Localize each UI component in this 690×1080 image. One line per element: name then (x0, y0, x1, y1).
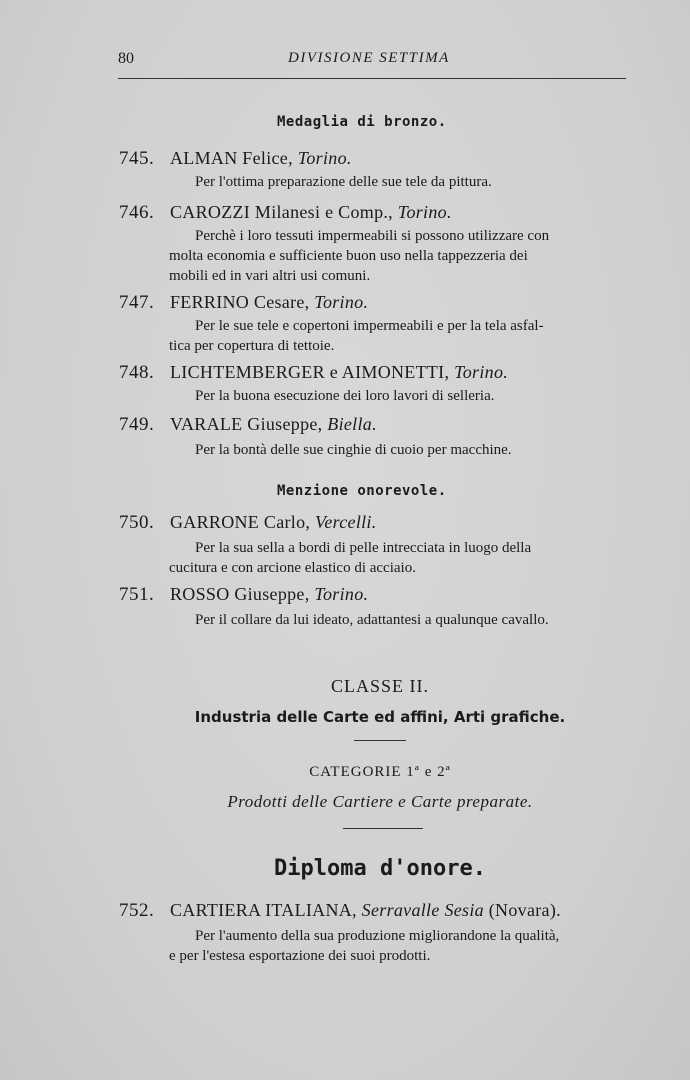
entry-description: Perchè i loro tessuti impermeabili si possono utilizzare con molta economia e sufficiente buon uso nella tappezzeria dei mobili ed in vari altri usi comuni. (169, 228, 550, 284)
class-title: CLASSE II. (330, 676, 429, 696)
entry-name: FERRINO Cesare, Torino. (170, 292, 369, 312)
header-rule (118, 78, 626, 79)
entry-number: 746. (119, 202, 155, 223)
entry-name: GARRONE Carlo, Vercelli. (170, 512, 377, 532)
entry-description: Per le sue tele e copertoni impermeabili e per la tela asfal- tica per copertura di tettoie. (169, 318, 544, 354)
entry-number: 751. (119, 584, 155, 605)
entry-description: Per l'aumento della sua produzione migliorandone la qualità, e per l'estesa esportazione dei suoi prodotti. (169, 928, 560, 964)
entry-description: Per l'ottima preparazione delle sue tele da pittura. (195, 174, 492, 190)
entry-description: Per la bontà delle sue cinghie di cuoio per macchine. (195, 442, 512, 458)
section-heading-honorable: Menzione onorevole. (277, 483, 447, 499)
short-rule (354, 740, 406, 741)
entry-name: LICHTEMBERGER e AIMONETTI, Torino. (170, 362, 509, 382)
entry-description: Per la buona esecuzione dei loro lavori di selleria. (195, 388, 495, 404)
entry-number: 748. (119, 362, 155, 383)
entry-name: CAROZZI Milanesi e Comp., Torino. (170, 202, 452, 222)
entry-name: ALMAN Felice, Torino. (170, 148, 352, 168)
category-subtitle: Prodotti delle Cartiere e Carte preparate. (227, 792, 533, 811)
class-subtitle: Industria delle Carte ed affini, Arti grafiche. (194, 708, 566, 726)
entry-number: 747. (119, 292, 155, 313)
entry-description: Per la sua sella a bordi di pelle intrecciata in luogo della cucitura e con arcione elastico di acciaio. (169, 540, 532, 576)
entry-name: ROSSO Giuseppe, Torino. (170, 584, 369, 604)
page-header (118, 46, 628, 74)
section-heading-bronze: Medaglia di bronzo. (277, 114, 447, 130)
entry-description: Per il collare da lui ideato, adattantesi a qualunque cavallo. (195, 612, 549, 628)
running-title: DIVISIONE SETTIMA (288, 50, 450, 66)
entry-number: 750. (119, 512, 155, 533)
entry-name: CARTIERA ITALIANA, Serravalle Sesia (Novara). (170, 900, 561, 920)
entry-name: VARALE Giuseppe, Biella. (170, 414, 377, 434)
short-rule (343, 828, 423, 829)
entry-number: 752. (119, 900, 155, 921)
entry-number: 745. (119, 148, 155, 169)
entry-number: 749. (119, 414, 155, 435)
category-title: CATEGORIE 1ª e 2ª (309, 764, 451, 780)
award-heading: Diploma d'onore. (274, 856, 486, 881)
page-number: 80 (118, 50, 134, 67)
